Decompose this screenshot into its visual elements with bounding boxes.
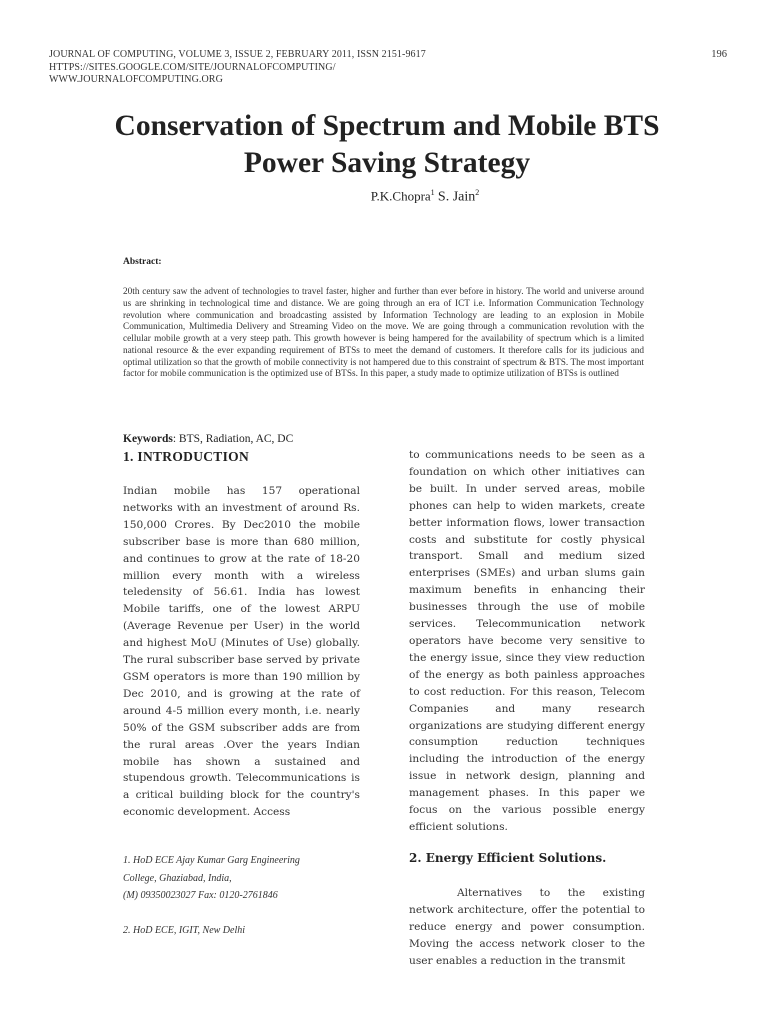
- footnote-1-line-2: College, Ghaziabad, India,: [123, 872, 232, 884]
- journal-site-url: HTTPS://SITES.GOOGLE.COM/SITE/JOURNALOFCOMPUTING/: [49, 61, 336, 73]
- keywords-values: : BTS, Radiation, AC, DC: [172, 433, 294, 445]
- footnote-2: 2. HoD ECE, IGIT, New Delhi: [123, 924, 246, 936]
- introduction-continued-text: to communications needs to be seen as a foundation on which other initiatives can be built. In under served areas, mobile phones can help to widen markets, create better information flows, lower transaction costs and substitute for costly physical transport. Small and medium sized enterprises (SMEs) and urban slums gain maximum benefits in enhancing their businesses through the use of mobile services. Telecommunication network operators have become very sensitive to the energy issue, since they view reduction of the energy as both painless approaches to cost reduction. For this reason, Telecom Companies and many research organizations are studying different energy consumption reduction techniques including the introduction of the energy issue in network design, planning and management phases. In this paper we focus on the various possible energy efficient solutions.: [409, 449, 645, 833]
- abstract-text: 20th century saw the advent of technologies to travel faster, higher and further than ever before in history. The world and universe around us are shrinking in technological time and distance. We are going through an era of ICT i.e. Information Communication Technology revolution where communication and broadcasting assisted by Information Technology are leading to an explosion in Mobile Communication, Multimedia Delivery and Streaming Video on the move. We are going through a communication revolution with the cellular mobile growth at a very steep path. This growth however is being hampered for the availability of spectrum which is a limited national resource & the ever expanding requirement of BTSs to meet the demand of customers. It therefore calls for its judicious and optimal utilization so that the growth of mobile connectivity is not hampered due to this constraint of spectrum & BTS. The most important factor for mobile communication is the optimized use of BTSs. In this paper, a study made to optimize utilization of BTSs is outlined: [123, 287, 644, 380]
- energy-solutions-text: Alternatives to the existing network architecture, offer the potential to reduce energy and power consumption. Moving the access network closer to the user enables a reduction in the transmit: [409, 887, 645, 967]
- author-1: P.K.Chopra: [370, 188, 431, 204]
- running-head: [49, 49, 426, 87]
- journal-line: JOURNAL OF COMPUTING, VOLUME 3, ISSUE 2, FEBRUARY 2011, ISSN 2151-9617: [49, 49, 426, 60]
- page-number: 196: [711, 49, 727, 60]
- keywords: [123, 433, 293, 445]
- section-heading-energy-efficient-solutions: 2. Energy Efficient Solutions.: [409, 851, 607, 865]
- author-1-affiliation-mark: 1: [430, 188, 435, 197]
- author-2-affiliation-mark: 2: [475, 188, 480, 197]
- introduction-text: Indian mobile has 157 operational networks with an investment of around Rs. 150,000 Crores. By Dec2010 the mobile subscriber base is more than 680 million, and continues to grow at the rate of 18-20 million every month with a wireless teledensity of 56.61. India has lowest Mobile tariffs, one of the lowest ARPU (Average Revenue per User) in the world and highest MoU (Minutes of Use) globally. The rural subscriber base served by private GSM operators is more than 190 million by Dec 2010, and is growing at the rate of around 4-5 million every month, i.e. nearly 50% of the GSM subscriber adds are from the rural areas .Over the years Indian mobile has shown a sustained and stupendous growth. Telecommunications is a critical building block for the country's economic development. Access: [123, 485, 360, 819]
- section-2-body: [409, 885, 645, 970]
- paper-title: [40, 108, 734, 182]
- journal-web-url: WWW.JOURNALOFCOMPUTING.ORG: [49, 74, 223, 85]
- abstract-heading: Abstract:: [123, 257, 162, 267]
- author-2: S. Jain: [437, 189, 476, 205]
- footnote-1-line-1: 1. HoD ECE Ajay Kumar Garg Engineering: [123, 855, 300, 866]
- title-line-2: Power Saving Strategy: [243, 147, 531, 179]
- author-list: [300, 188, 550, 205]
- right-column: [409, 447, 645, 836]
- keywords-label: Keywords: [123, 433, 173, 445]
- left-column: [123, 449, 360, 821]
- footnotes: [123, 852, 373, 939]
- footnote-1-line-3: (M) 09350023027 Fax: 0120-2761846: [123, 890, 278, 901]
- section-heading-introduction: 1. INTRODUCTION: [123, 449, 250, 464]
- title-line-1: Conservation of Spectrum and Mobile BTS: [114, 110, 660, 142]
